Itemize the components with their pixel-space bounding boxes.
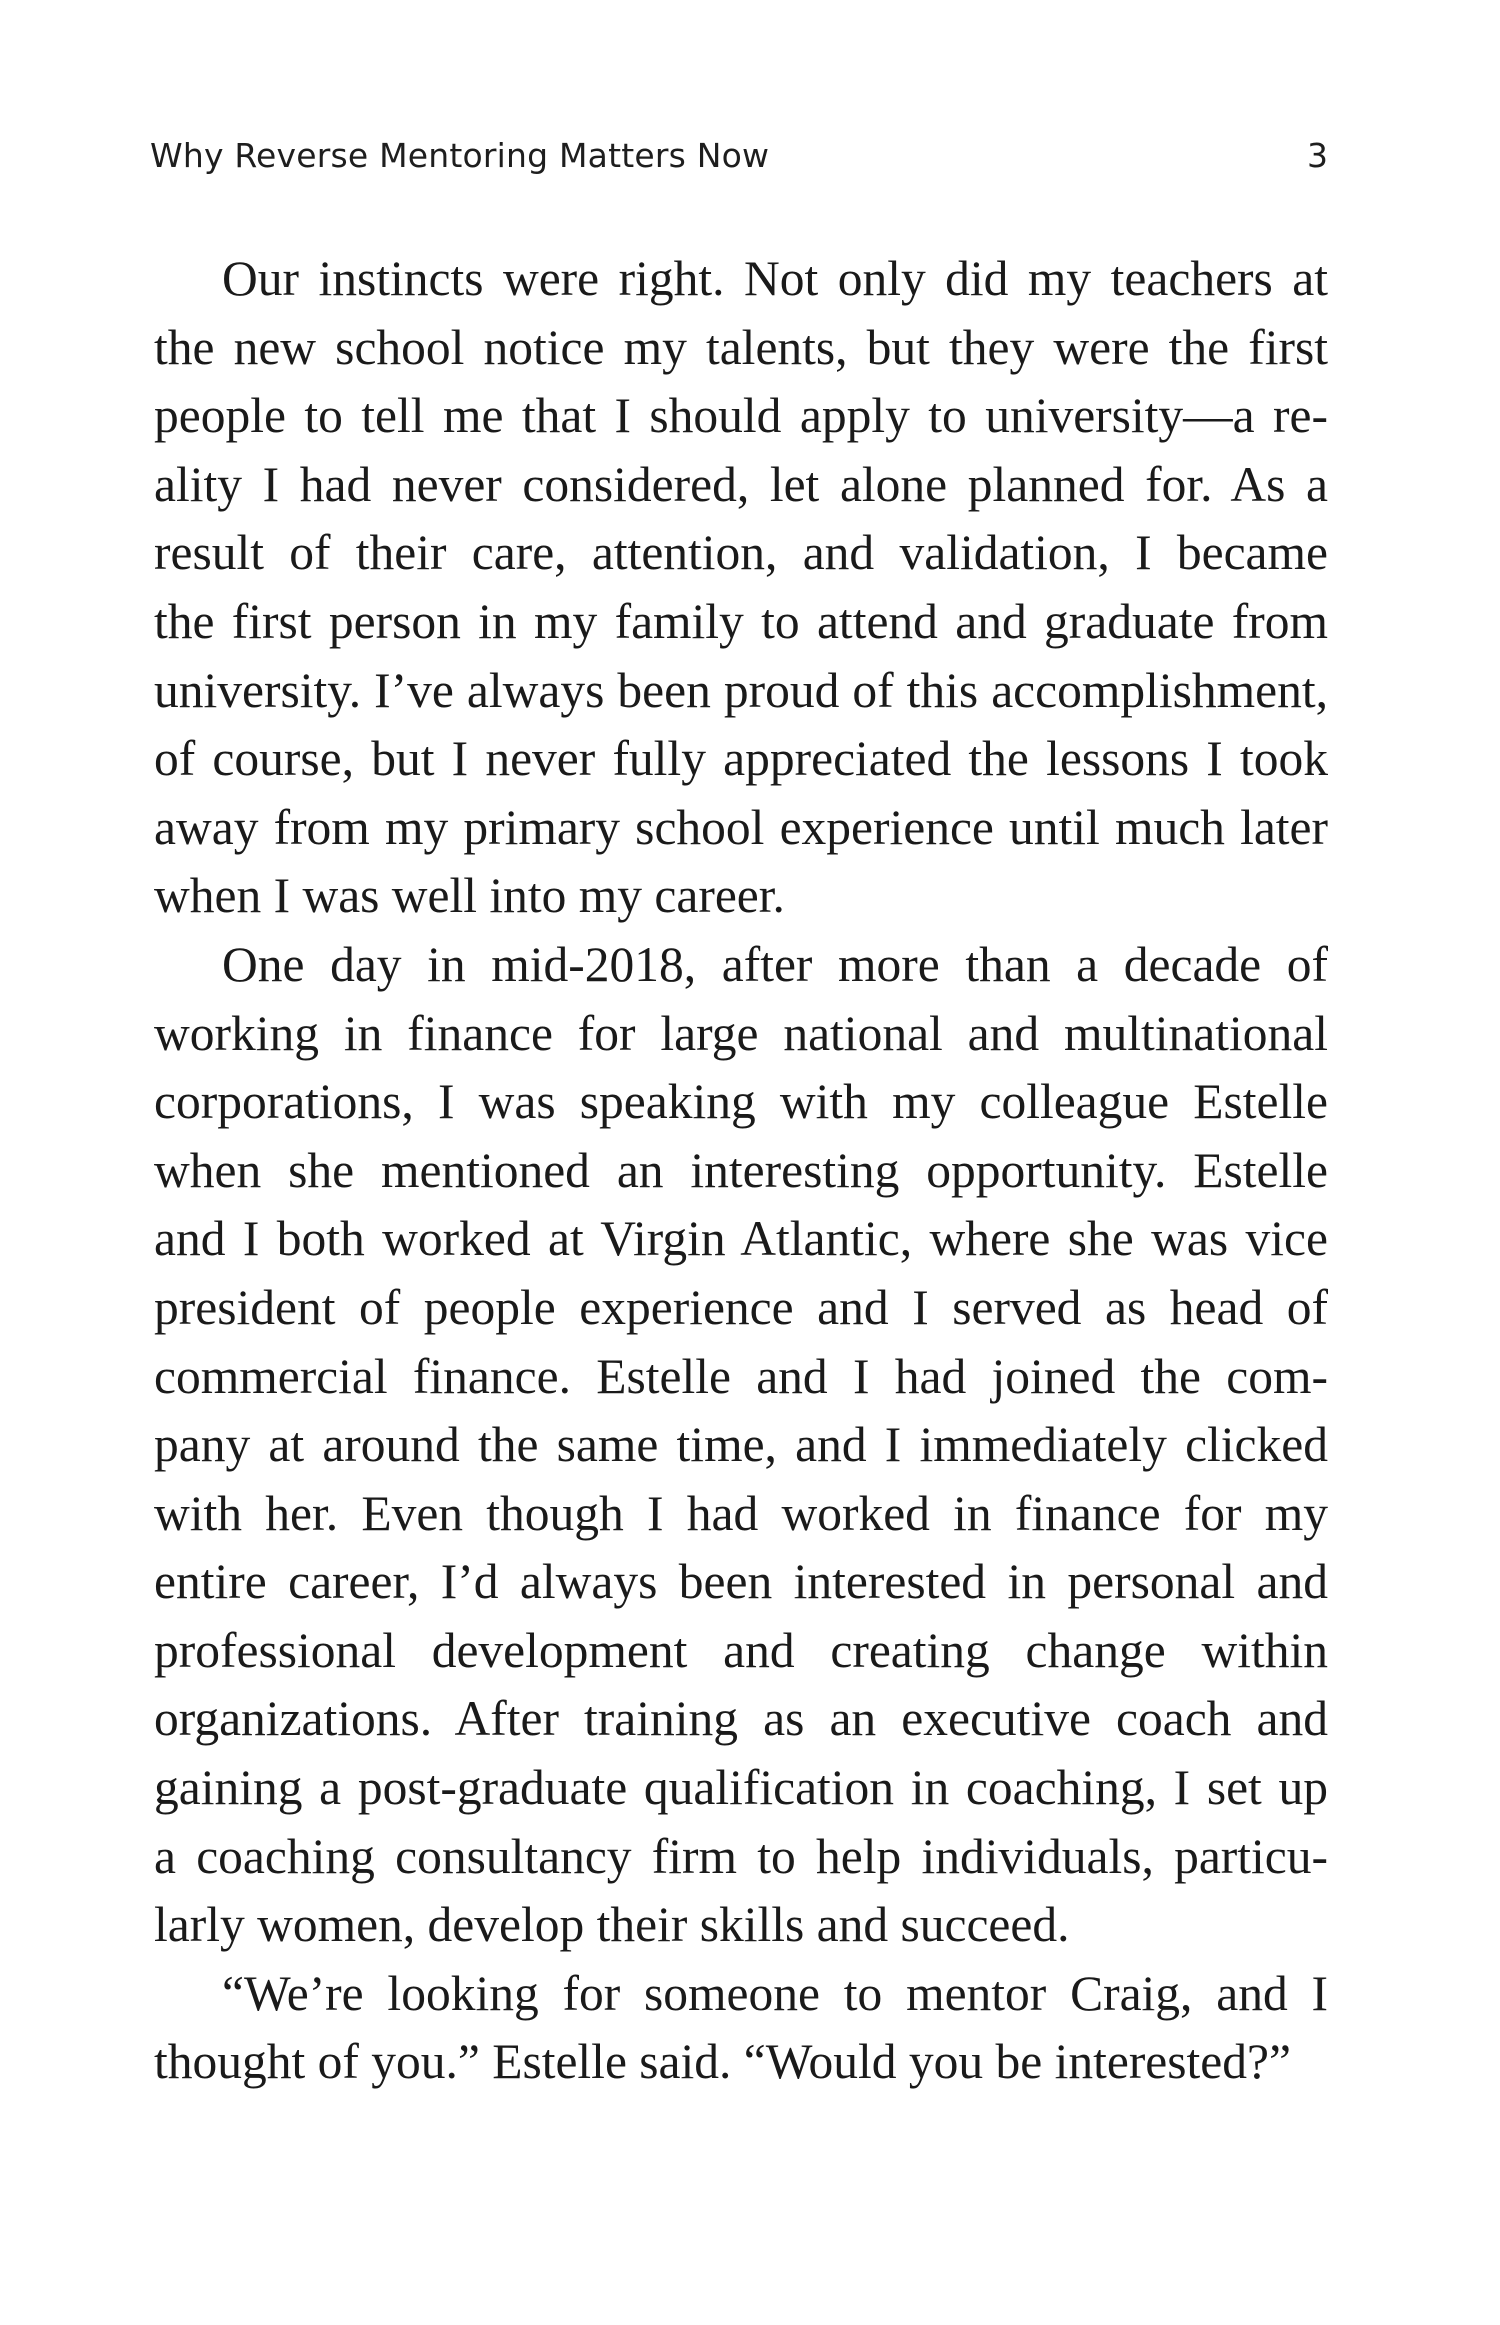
- paragraph-2: [154, 931, 1328, 1960]
- text-line: professional development and creating change within: [154, 1622, 1328, 1678]
- text-line: when I was well into my career.: [154, 868, 785, 924]
- text-line: when she mentioned an interesting opportunity. Estelle: [154, 1142, 1328, 1198]
- text-line: the first person in my family to attend and graduate from: [154, 593, 1328, 649]
- text-line: working in finance for large national and multinational: [154, 1005, 1328, 1061]
- text-line: university. I’ve always been proud of this accomplishment,: [154, 662, 1328, 718]
- page-header: [150, 136, 1328, 184]
- paragraph-1: [154, 245, 1328, 931]
- text-line: pany at around the same time, and I immediately clicked: [154, 1417, 1328, 1473]
- body-text: [154, 245, 1328, 2097]
- text-line: corporations, I was speaking with my colleague Estelle: [154, 1074, 1328, 1130]
- text-line: of course, but I never fully appreciated the lessons I took: [154, 731, 1328, 787]
- text-line: a coaching consultancy firm to help individuals, particu-: [154, 1828, 1328, 1884]
- text-line: the new school notice my talents, but they were the first: [154, 319, 1328, 375]
- text-line: gaining a post-graduate qualification in coaching, I set up: [154, 1760, 1328, 1816]
- text-line: people to tell me that I should apply to university—a re-: [154, 388, 1328, 444]
- text-line: One day in mid-2018, after more than a decade of: [222, 936, 1328, 992]
- running-head: Why Reverse Mentoring Matters Now: [150, 136, 770, 175]
- text-line: commercial finance. Estelle and I had joined the com-: [154, 1348, 1328, 1404]
- text-line: result of their care, attention, and validation, I became: [154, 525, 1328, 581]
- paragraph-3: [154, 1960, 1328, 2097]
- text-line: president of people experience and I served as head of: [154, 1279, 1328, 1335]
- text-line: entire career, I’d always been interested in personal and: [154, 1554, 1328, 1610]
- text-line: with her. Even though I had worked in finance for my: [154, 1485, 1328, 1541]
- text-line: organizations. After training as an executive coach and: [154, 1691, 1328, 1747]
- page-number: 3: [1307, 136, 1328, 175]
- text-line: ality I had never considered, let alone planned for. As a: [154, 456, 1328, 512]
- text-line: and I both worked at Virgin Atlantic, where she was vice: [154, 1211, 1328, 1267]
- text-line: Our instincts were right. Not only did my teachers at: [222, 251, 1328, 306]
- text-line: away from my primary school experience until much later: [154, 799, 1328, 855]
- text-line: thought of you.” Estelle said. “Would you be interested?”: [154, 2034, 1291, 2090]
- text-line: larly women, develop their skills and succeed.: [154, 1897, 1070, 1953]
- text-line: “We’re looking for someone to mentor Craig, and I: [222, 1965, 1328, 2021]
